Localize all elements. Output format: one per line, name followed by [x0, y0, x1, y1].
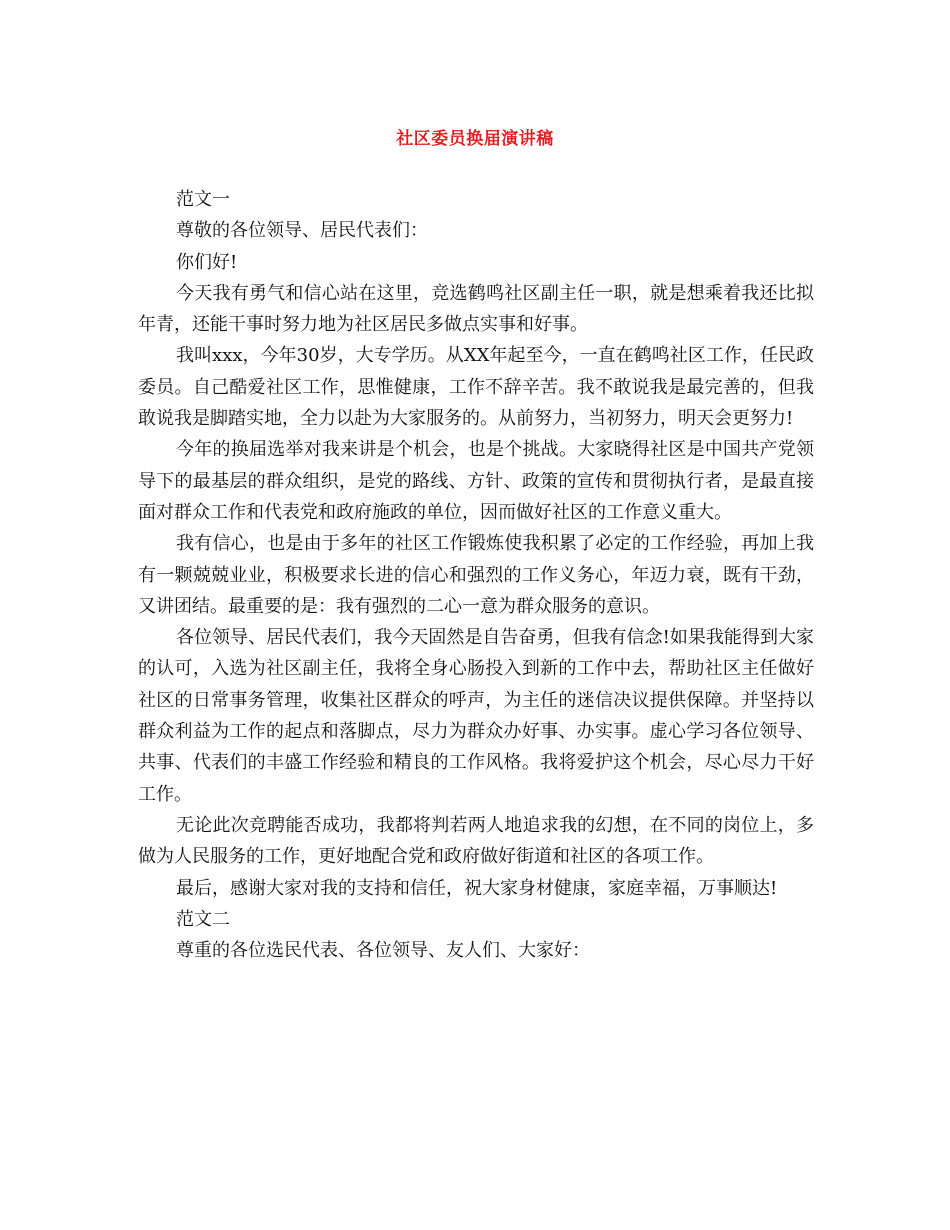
paragraph-greeting: 你们好! — [176, 251, 238, 273]
paragraph-heading-sample-1: 范文一 — [176, 189, 230, 210]
paragraph-heading-sample-2: 范文二 — [176, 908, 230, 930]
document-body — [138, 184, 814, 966]
paragraph: 今天我有勇气和信心站在这里，竞选鹤鸣社区副主任一职，就是想乘着我还比拟年青，还能干事时努力地为社区居民多做点实事和好事。 — [138, 282, 814, 336]
paragraph-salutation-2: 尊重的各位选民代表、各位领导、友人们、大家好： — [176, 940, 590, 962]
paragraph: 各位领导、居民代表们，我今天固然是自告奋勇，但我有信念!如果我能得到大家的认可，入选为社区副主任，我将全身心肠投入到新的工作中去，帮助社区主任做好社区的日常事务管理，收集社区群众的呼声，为主任的迷信决议提供保障。并坚持以群众利益为工作的起点和落脚点，尽力为群众办好事、办实事。虚心学习各位领导、共事、代表们的丰盛工作经验和精良的工作风格。我将爱护这个机会，尽心尽力干好工作。 — [138, 627, 814, 805]
paragraph: 我有信心，也是由于多年的社区工作锻炼使我积累了必定的工作经验，再加上我有一颗兢兢业业，积极要求长进的信心和强烈的工作义务心，年迈力衰，既有干劲，又讲团结。最重要的是：我有强烈的二心一意为群众服务的意识。 — [138, 533, 814, 617]
paragraph: 无论此次竞聘能否成功，我都将判若两人地追求我的幻想，在不同的岗位上，多做为人民服务的工作，更好地配合党和政府做好街道和社区的各项工作。 — [138, 814, 814, 868]
paragraph: 我叫xxx，今年30岁，大专学历。从XX年起至今，一直在鹤鸣社区工作，任民政委员。自己酷爱社区工作，思惟健康，工作不辞辛苦。我不敢说我是最完善的，但我敢说我是脚踏实地，全力以赴为大家服务的。从前努力，当初努力，明天会更努力! — [138, 345, 814, 430]
paragraph: 今年的换届选举对我来讲是个机会，也是个挑战。大家晓得社区是中国共产党领导下的最基层的群众组织，是党的路线、方针、政策的宣传和贯彻执行者，是最直接面对群众工作和代表党和政府施政的单位，因而做好社区的工作意义重大。 — [138, 439, 814, 523]
paragraph-closing: 最后，感谢大家对我的支持和信任，祝大家身材健康，家庭幸福，万事顺达! — [176, 877, 778, 899]
paragraph-salutation: 尊敬的各位领导、居民代表们： — [176, 220, 428, 242]
document-title: 社区委员换届演讲稿 — [396, 129, 554, 149]
